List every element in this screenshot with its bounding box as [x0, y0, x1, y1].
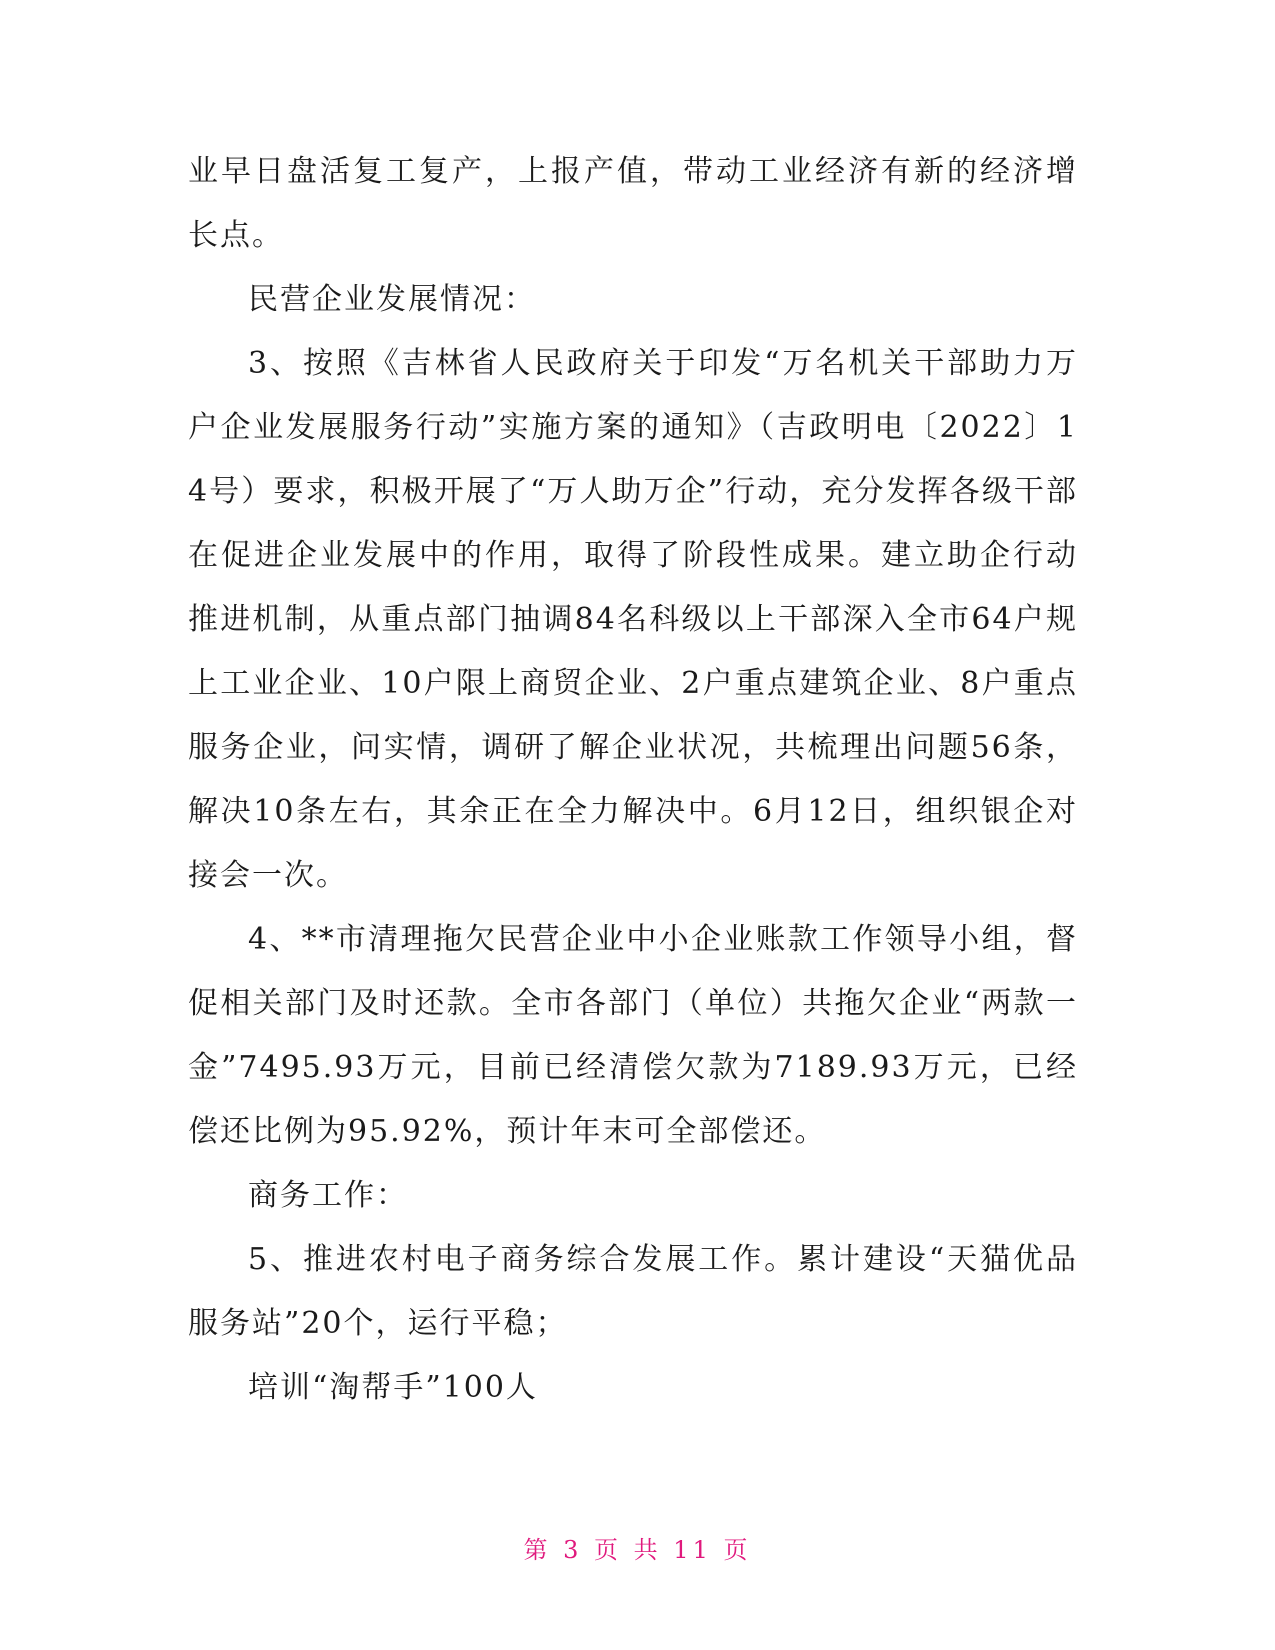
paragraph-continuation: 业早日盘活复工复产，上报产值，带动工业经济有新的经济增长点。 — [188, 154, 1078, 253]
paragraph-item-4: 4、**市清理拖欠民营企业中小企业账款工作领导小组，督促相关部门及时还款。全市各部门（单位）共拖欠企业“两款一金”7495.93万元，目前已经清偿欠款为7189.93万元，已经偿还比例为95.92%，预计年末可全部偿还。 — [188, 922, 1078, 1149]
paragraph-item-3: 3、按照《吉林省人民政府关于印发“万名机关干部助力万户企业发展服务行动”实施方案的通知》（吉政明电〔2022〕14号）要求，积极开展了“万人助万企”行动，充分发挥各级干部在促进企业发展中的作用，取得了阶段性成果。建立助企行动推进机制，从重点部门抽调84名科级以上干部深入全市64户规上工业企业、10户限上商贸企业、2户重点建筑企业、8户重点服务企业，问实情，调研了解企业状况，共梳理出问题56条，解决10条左右，其余正在全力解决中。6月12日，组织银企对接会一次。 — [188, 346, 1078, 893]
page-number-footer: 第 3 页 共 11 页 — [523, 1536, 752, 1564]
paragraph-item-5: 5、推进农村电子商务综合发展工作。累计建设“天猫优品服务站”20个，运行平稳； — [188, 1242, 1078, 1341]
paragraph-training: 培训“淘帮手”100人 — [248, 1370, 538, 1405]
document-body — [188, 140, 1078, 1420]
section-heading-commerce: 商务工作： — [248, 1178, 408, 1213]
section-heading-private-enterprise: 民营企业发展情况： — [248, 282, 536, 317]
